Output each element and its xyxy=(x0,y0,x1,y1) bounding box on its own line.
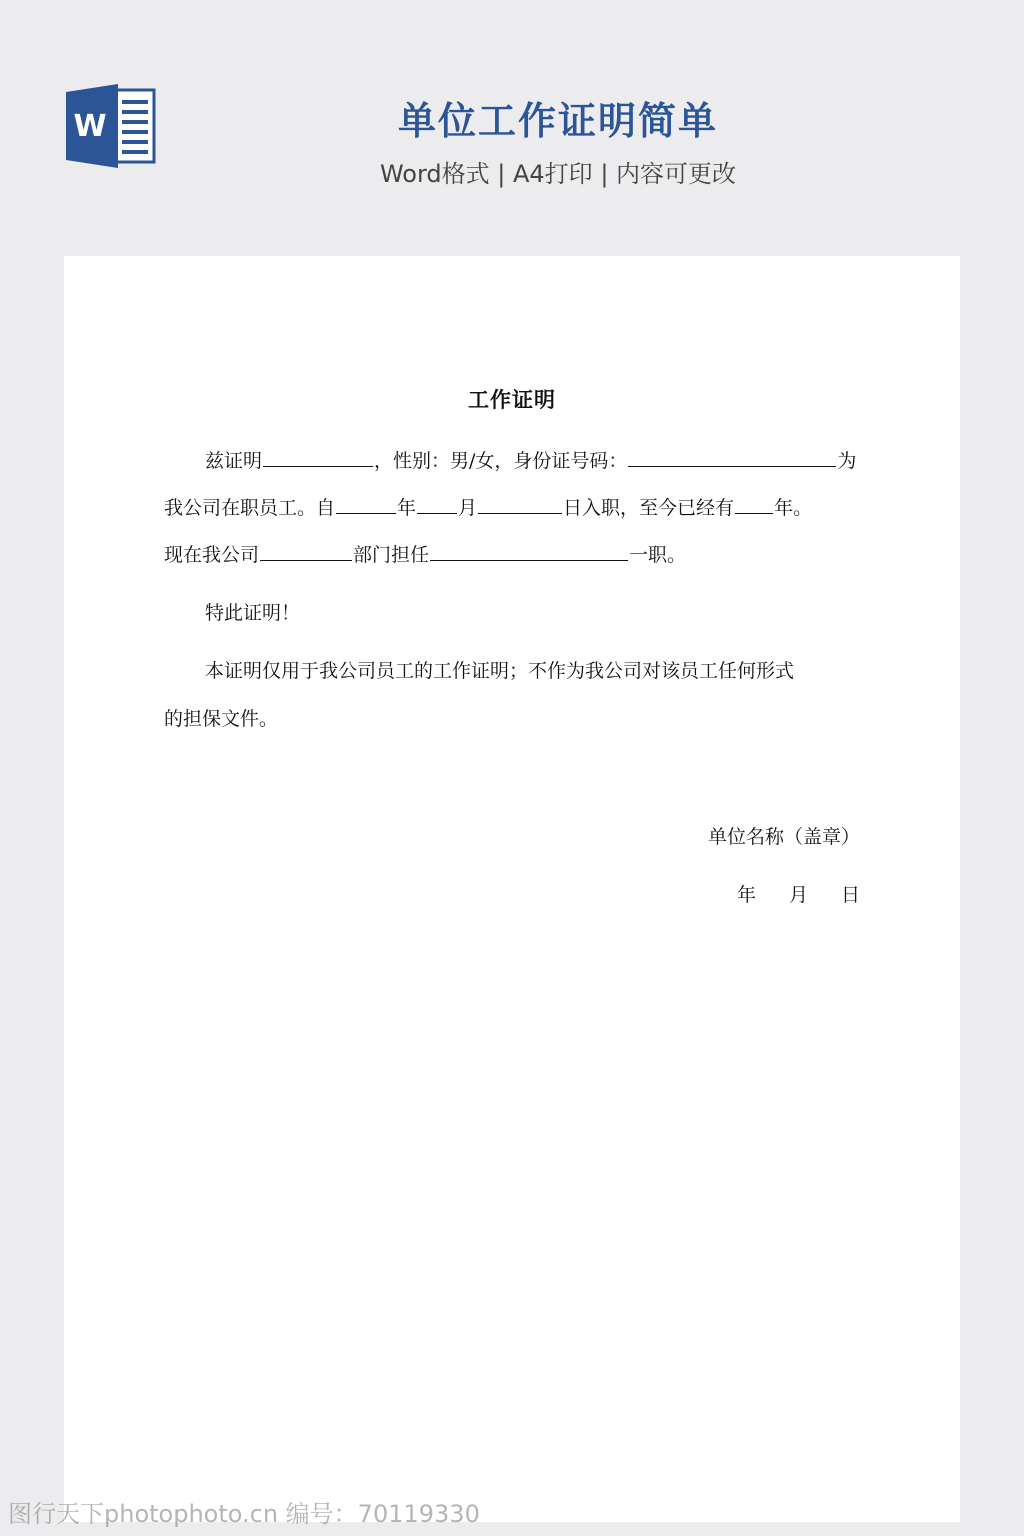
text-segment: 部门担任 xyxy=(353,544,430,566)
text-segment: 兹证明 xyxy=(205,450,263,472)
paragraph-3-line-2: 的担保文件。 xyxy=(164,708,279,730)
text-segment: 月 xyxy=(458,497,478,519)
signature-label: 单位名称（盖章） xyxy=(707,826,860,848)
text-segment: 我公司在职员工。自 xyxy=(164,497,336,519)
paragraph-3-line-1: 本证明仅用于我公司员工的工作证明；不作为我公司对该员工任何形式 xyxy=(205,660,795,682)
department-blank[interactable] xyxy=(260,542,352,561)
document-page xyxy=(64,256,960,1522)
date-day-label: 日 xyxy=(840,884,860,906)
page-subtitle: Word格式 | A4打印 | 内容可更改 xyxy=(379,160,737,188)
date-year-label: 年 xyxy=(736,884,756,906)
years-employed-blank[interactable] xyxy=(735,495,773,514)
text-segment: 一职。 xyxy=(629,544,687,566)
document-title: 工作证明 xyxy=(468,387,556,412)
watermark-text: 图行天下photophoto.cn 编号：70119330 xyxy=(8,1500,480,1528)
id-number-blank[interactable] xyxy=(628,448,836,467)
year-blank[interactable] xyxy=(336,495,396,514)
word-logo-icon xyxy=(64,80,156,172)
paragraph-2: 特此证明！ xyxy=(205,602,301,624)
name-blank[interactable] xyxy=(263,448,373,467)
paragraph-1-line-1 xyxy=(164,446,860,473)
position-blank[interactable] xyxy=(430,542,628,561)
month-blank[interactable] xyxy=(417,495,457,514)
page-title: 单位工作证明简单 xyxy=(397,99,718,143)
page-header xyxy=(0,0,1024,256)
day-blank[interactable] xyxy=(478,495,562,514)
text-segment: 年 xyxy=(397,497,417,519)
paragraph-1-line-2 xyxy=(164,493,860,520)
paragraph-1-line-3 xyxy=(164,540,860,567)
text-segment: 为 xyxy=(837,450,857,472)
text-segment: 现在我公司 xyxy=(164,544,260,566)
text-segment: 日入职，至今已经有 xyxy=(563,497,735,519)
date-month-label: 月 xyxy=(788,884,808,906)
logo-letter: W xyxy=(73,109,107,144)
text-segment: ，性别：男/女，身份证号码： xyxy=(374,450,628,472)
date-line xyxy=(737,880,860,907)
text-segment: 年。 xyxy=(774,497,813,519)
